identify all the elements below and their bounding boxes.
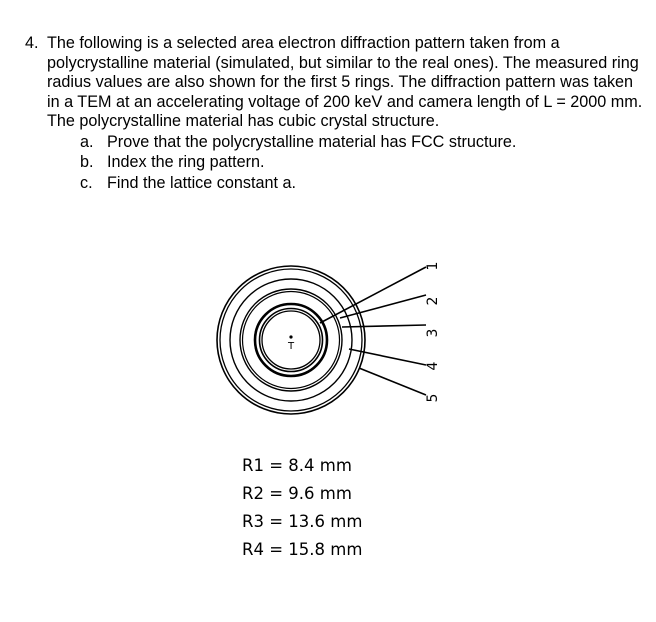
question-number: 4. [25,34,39,52]
leader-line-1 [320,267,426,323]
subpart-b-text: Index the ring pattern. [107,153,265,171]
ring-4 [230,279,352,401]
leader-line-3 [342,325,426,327]
subpart-b-letter: b. [80,153,94,171]
ring-label-5: 5 [425,393,441,403]
subpart-c-text: Find the lattice constant a. [107,173,296,192]
radius-list [242,452,362,564]
leader-line-5 [359,368,426,395]
ring-5-inner [220,269,362,411]
ring-label-3: 3 [425,328,441,338]
ring-label-4: 4 [425,361,441,371]
ring-5-outer [217,266,365,414]
radius-r1: R1 = 8.4 mm [242,456,352,475]
subpart-c-letter: c. [80,173,93,192]
radius-r4: R4 = 15.8 mm [242,540,363,559]
subpart-a-text: Prove that the polycrystalline material has FCC structure. [107,132,517,151]
subpart-a-letter: a. [80,132,94,151]
ring-1-inner [262,311,320,369]
ring-3-inner [243,292,340,389]
ring-2 [255,304,327,376]
question-text: The following is a selected area electron diffraction pattern taken from a polycrystalline material (simulated, but similar to the real ones). The measured ring radius values are also shown for the first 5 rings. The diffraction pattern was taken in a TEM at an accelerating voltage of 200 keV and camera length of L = 2000 mm. The polycrystalline material has cubic crystal structure. [47,34,643,130]
center-beam-dot [289,335,292,338]
ring-label-1: 1 [425,261,441,271]
ring-label-2: 2 [425,296,441,306]
center-label: T [287,341,295,352]
radius-r2: R2 = 9.6 mm [242,484,352,503]
ring-1-outer [260,309,323,372]
radius-r3: R3 = 13.6 mm [242,512,363,531]
